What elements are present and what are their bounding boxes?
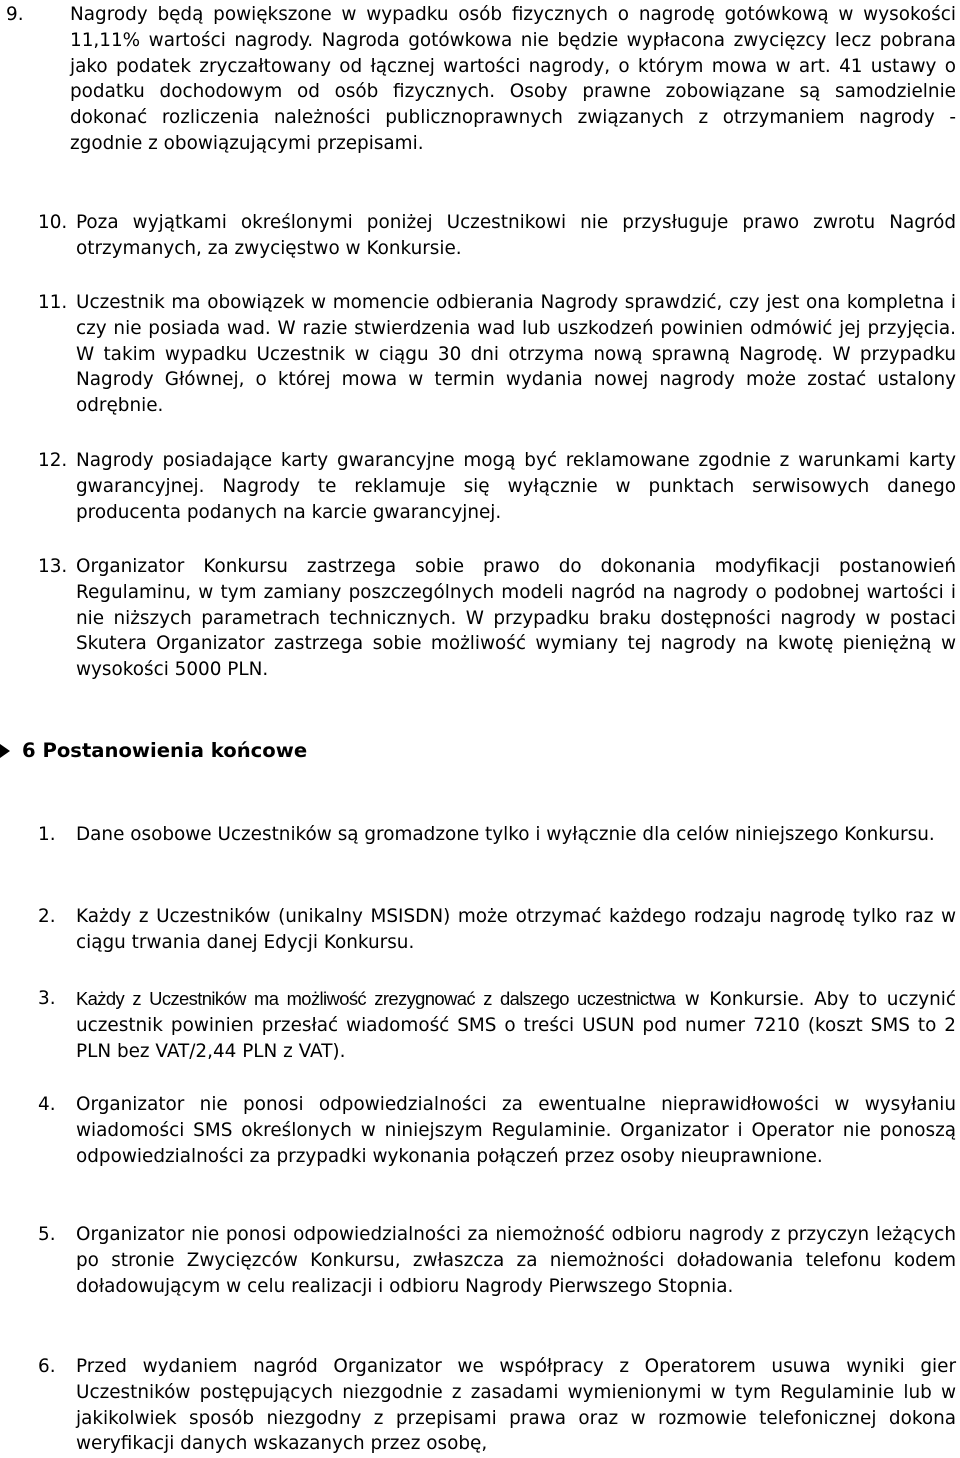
list-item-text: Organizator Konkursu zastrzega sobie prawo do dokonania modyfikacji postanowień Regulaminu, w tym zamiany poszczególnych modeli nagród na nagrody o podobnej wartości i nie niższych parametrach technicznych. W przypadku braku dostępności nagrody w postaci Skutera Organizator zastrzega sobie możliwość wymiany tej nagrody na kwotę pieniężną w wysokości 5000 PLN. (76, 556, 956, 681)
section-heading (0, 738, 307, 764)
list-item-number: 13. (38, 556, 68, 577)
list-item (0, 210, 956, 262)
list-item (0, 1092, 956, 1169)
list-item-text: Poza wyjątkami określonymi poniżej Uczestnikowi nie przysługuje prawo zwrotu Nagród otrzymanych, za zwycięstwo w Konkursie. (76, 212, 956, 259)
list-item-number: 4. (38, 1094, 56, 1115)
list-item-text: Dane osobowe Uczestników są gromadzone tylko i wyłącznie dla celów niniejszego Konkursu. (76, 824, 935, 845)
list-item-text: Organizator nie ponosi odpowiedzialności za ewentualne nieprawidłowości w wysyłaniu wiadomości SMS określonych w niniejszym Regulaminie. Organizator i Operator nie ponoszą odpowiedzialności za przypadki wykonania połączeń przez osoby nieuprawnione. (76, 1094, 956, 1167)
arrow-bullet-icon (0, 744, 12, 758)
list-item-text (76, 986, 956, 1064)
list-item-number: 9. (6, 4, 24, 25)
list-item (0, 1222, 956, 1299)
list-item-number: 11. (38, 292, 68, 313)
list-item-number: 2. (38, 906, 56, 927)
list-item-text-rest: w Konkursie. Aby to uczynić uczestnik powinien przesłać wiadomość SMS o treści USUN pod numer 7210 (koszt SMS to 2 PLN bez VAT/2,44 PLN z VAT). (76, 989, 956, 1062)
list-item-text: Każdy z Uczestników (unikalny MSISDN) może otrzymać każdego rodzaju nagrodę tylko raz w ciągu trwania danej Edycji Konkursu. (76, 906, 956, 953)
list-item (0, 290, 956, 419)
list-item-text: Przed wydaniem nagród Organizator we współpracy z Operatorem usuwa wyniki gier Uczestników postępujących niezgodnie z zasadami wymienionymi w tym Regulaminie lub w jakikolwiek sposób niezgodny z przepisami prawa oraz w rozmowie telefonicznej dokona weryfikacji danych wskazanych przez osobę, (76, 1356, 956, 1455)
list-item-number: 3. (38, 988, 56, 1009)
list-item (0, 904, 956, 956)
list-item-number: 12. (38, 450, 68, 471)
list-item-number: 1. (38, 824, 56, 845)
list-item (0, 1354, 956, 1457)
list-item (0, 822, 956, 848)
list-item-text: Organizator nie ponosi odpowiedzialności za niemożność odbioru nagrody z przyczyn leżących po stronie Zwycięzców Konkursu, zwłaszcza za niemożności doładowania telefonu kodem doładowującym w celu realizacji i odbioru Nagrody Pierwszego Stopnia. (76, 1224, 956, 1297)
list-item-text: Nagrody posiadające karty gwarancyjne mogą być reklamowane zgodnie z warunkami karty gwarancyjnej. Nagrody te reklamuje się wyłącznie w punktach serwisowych danego producenta podanych na karcie gwarancyjnej. (76, 450, 956, 523)
list-item-text-condensed: Każdy z Uczestników ma możliwość zrezygnować z dalszego uczestnictwa (76, 988, 676, 1009)
list-item (0, 986, 956, 1064)
list-item-number: 10. (38, 212, 68, 233)
list-item (0, 448, 956, 525)
section-title: 6 Postanowienia końcowe (22, 739, 308, 762)
list-item-number: 6. (38, 1356, 56, 1377)
list-item-text: Uczestnik ma obowiązek w momencie odbierania Nagrody sprawdzić, czy jest ona kompletna i czy nie posiada wad. W razie stwierdzenia wad lub uszkodzeń powinien odmówić jej przyjęcia. W takim wypadku Uczestnik w ciągu 30 dni otrzyma nową sprawną Nagrodę. W przypadku Nagrody Głównej, o której mowa w termin wydania nowej nagrody może zostać ustalony odrębnie. (76, 292, 956, 417)
list-item-number: 5. (38, 1224, 56, 1245)
list-item (0, 2, 956, 157)
list-item-text: Nagrody będą powiększone w wypadku osób fizycznych o nagrodę gotówkową w wysokości 11,11% wartości nagrody. Nagroda gotówkowa nie będzie wypłacona zwycięzcy lecz pobrana jako podatek zryczałtowany od łącznej wartości nagrody, o którym mowa w art. 41 ustawy o podatku dochodowym od osób fizycznych. Osoby prawne zobowiązane są samodzielnie dokonać rozliczenia należności publicznoprawnych związanych z otrzymaniem nagrody - zgodnie z obowiązującymi przepisami. (70, 4, 956, 154)
list-item (0, 554, 956, 683)
